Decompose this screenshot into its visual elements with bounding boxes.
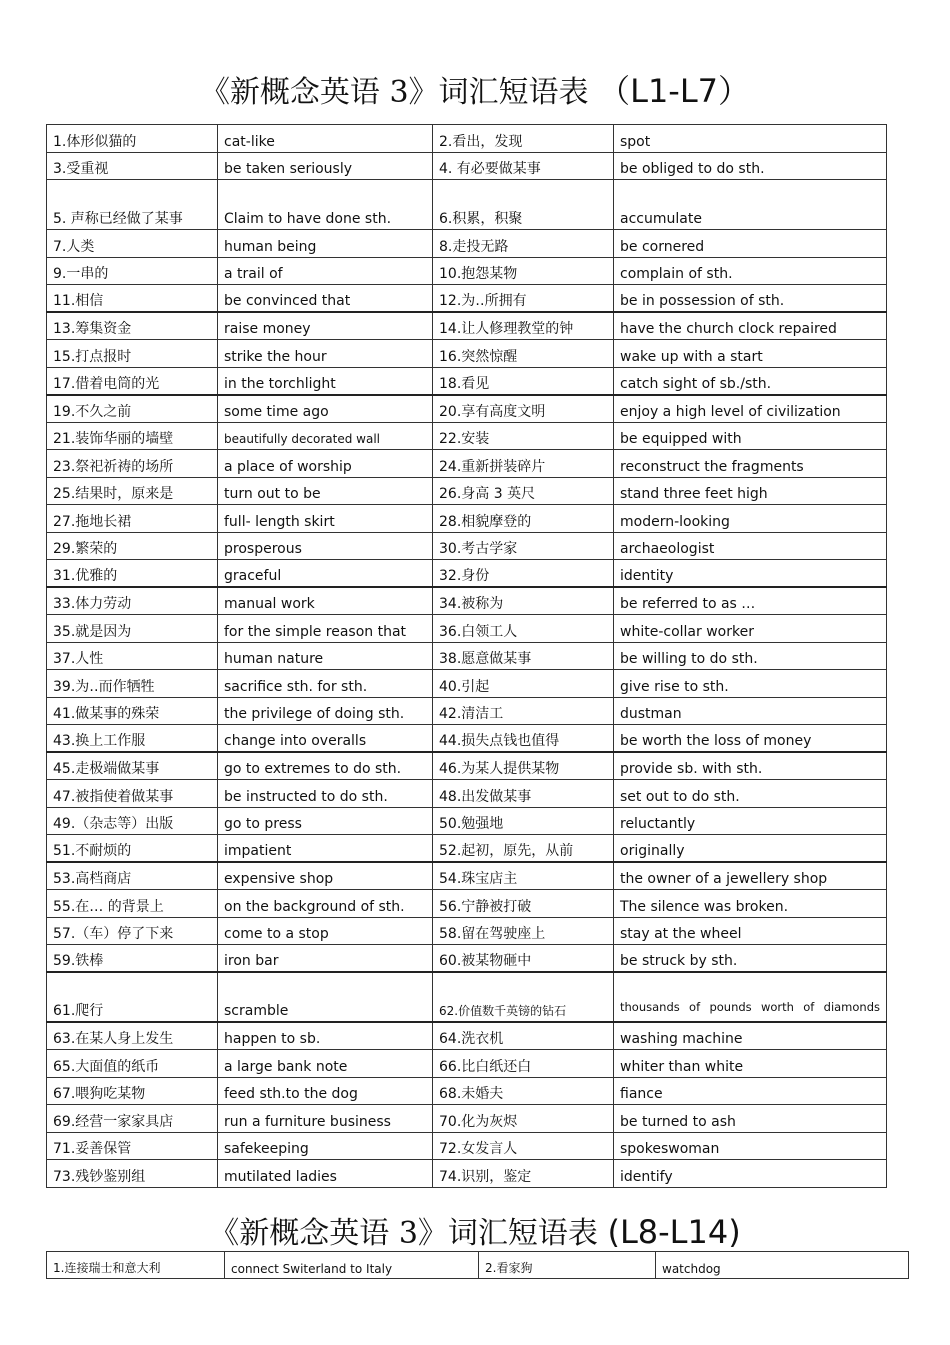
chinese-term-cell: 20.享有高度文明 bbox=[433, 395, 614, 423]
chinese-term-cell: 24.重新拼装碎片 bbox=[433, 450, 614, 478]
english-phrase-cell: full- length skirt bbox=[218, 505, 433, 533]
chinese-term-cell: 44.损失点钱也值得 bbox=[433, 725, 614, 753]
english-phrase-cell: beautifully decorated wall bbox=[218, 422, 433, 450]
table-row bbox=[47, 725, 887, 753]
english-phrase-cell: be obliged to do sth. bbox=[614, 152, 887, 180]
table-row bbox=[47, 422, 887, 450]
english-phrase-cell: stay at the wheel bbox=[614, 917, 887, 945]
english-phrase-cell: some time ago bbox=[218, 395, 433, 423]
chinese-term-cell: 37.人性 bbox=[47, 642, 218, 670]
chinese-term-cell: 29.繁荣的 bbox=[47, 532, 218, 560]
chinese-term-cell: 17.借着电筒的光 bbox=[47, 367, 218, 395]
english-phrase-cell: run a furniture business bbox=[218, 1105, 433, 1133]
chinese-term-cell: 72.女发言人 bbox=[433, 1132, 614, 1160]
english-phrase-cell: whiter than white bbox=[614, 1050, 887, 1078]
chinese-term-cell: 66.比白纸还白 bbox=[433, 1050, 614, 1078]
english-phrase-cell: safekeeping bbox=[218, 1132, 433, 1160]
chinese-term-cell: 15.打点报时 bbox=[47, 340, 218, 368]
english-phrase-cell: identify bbox=[614, 1160, 887, 1188]
chinese-term-cell: 9.一串的 bbox=[47, 257, 218, 285]
chinese-term-cell: 67.喂狗吃某物 bbox=[47, 1077, 218, 1105]
chinese-term-cell: 63.在某人身上发生 bbox=[47, 1022, 218, 1050]
english-phrase-cell: cat-like bbox=[218, 125, 433, 153]
chinese-term-cell: 59.铁棒 bbox=[47, 945, 218, 973]
chinese-term-cell: 8.走投无路 bbox=[433, 230, 614, 258]
chinese-term-cell: 49.（杂志等）出版 bbox=[47, 807, 218, 835]
english-phrase-cell: dustman bbox=[614, 697, 887, 725]
chinese-term-cell: 47.被指使着做某事 bbox=[47, 780, 218, 808]
chinese-term-cell: 14.让人修理教堂的钟 bbox=[433, 312, 614, 340]
chinese-term-cell: 74.识别，鉴定 bbox=[433, 1160, 614, 1188]
english-phrase-cell: scramble bbox=[218, 972, 433, 1022]
table-row bbox=[47, 1050, 887, 1078]
chinese-term-cell: 42.清洁工 bbox=[433, 697, 614, 725]
english-phrase-cell: on the background of sth. bbox=[218, 890, 433, 918]
english-phrase-cell: Claim to have done sth. bbox=[218, 180, 433, 230]
chinese-term-cell: 3.受重视 bbox=[47, 152, 218, 180]
table-row bbox=[47, 180, 887, 230]
english-phrase-cell: manual work bbox=[218, 587, 433, 615]
table-row bbox=[47, 1160, 887, 1188]
vocab-table-l8-l14 bbox=[46, 1251, 909, 1279]
table-row bbox=[47, 587, 887, 615]
table-row bbox=[47, 1132, 887, 1160]
english-phrase-cell: expensive shop bbox=[218, 862, 433, 890]
table-row bbox=[47, 152, 887, 180]
table-row bbox=[47, 505, 887, 533]
chinese-term-cell: 36.白领工人 bbox=[433, 615, 614, 643]
chinese-term-cell: 39.为‥而作牺牲 bbox=[47, 670, 218, 698]
chinese-term-cell: 5. 声称已经做了某事 bbox=[47, 180, 218, 230]
chinese-term-cell: 35.就是因为 bbox=[47, 615, 218, 643]
chinese-term-cell: 16.突然惊醒 bbox=[433, 340, 614, 368]
table-row bbox=[47, 945, 887, 973]
chinese-term-cell: 13.筹集资金 bbox=[47, 312, 218, 340]
chinese-term-cell: 56.宁静被打破 bbox=[433, 890, 614, 918]
english-phrase-cell: happen to sb. bbox=[218, 1022, 433, 1050]
table-row bbox=[47, 807, 887, 835]
table-row bbox=[47, 477, 887, 505]
english-phrase-cell: catch sight of sb./sth. bbox=[614, 367, 887, 395]
table-row bbox=[47, 395, 887, 423]
english-phrase-cell: change into overalls bbox=[218, 725, 433, 753]
table-row bbox=[47, 890, 887, 918]
english-phrase-cell: connect Switerland to Italy bbox=[225, 1252, 479, 1279]
table-row bbox=[47, 1022, 887, 1050]
english-phrase-cell: prosperous bbox=[218, 532, 433, 560]
chinese-term-cell: 45.走极端做某事 bbox=[47, 752, 218, 780]
chinese-term-cell: 65.大面值的纸币 bbox=[47, 1050, 218, 1078]
english-phrase-cell: watchdog bbox=[656, 1252, 909, 1279]
chinese-term-cell: 51.不耐烦的 bbox=[47, 835, 218, 863]
english-phrase-cell: give rise to sth. bbox=[614, 670, 887, 698]
english-phrase-cell: stand three feet high bbox=[614, 477, 887, 505]
english-phrase-cell: be willing to do sth. bbox=[614, 642, 887, 670]
chinese-term-cell: 10.抱怨某物 bbox=[433, 257, 614, 285]
english-phrase-cell: the owner of a jewellery shop bbox=[614, 862, 887, 890]
english-phrase-cell: come to a stop bbox=[218, 917, 433, 945]
english-phrase-cell: be equipped with bbox=[614, 422, 887, 450]
table-row bbox=[47, 1105, 887, 1133]
table-row bbox=[47, 230, 887, 258]
english-phrase-cell: enjoy a high level of civilization bbox=[614, 395, 887, 423]
english-phrase-cell: be convinced that bbox=[218, 285, 433, 313]
english-phrase-cell: mutilated ladies bbox=[218, 1160, 433, 1188]
english-phrase-cell: identity bbox=[614, 560, 887, 588]
chinese-term-cell: 11.相信 bbox=[47, 285, 218, 313]
chinese-term-cell: 34.被称为 bbox=[433, 587, 614, 615]
table-row bbox=[47, 285, 887, 313]
table-row bbox=[47, 340, 887, 368]
table-row bbox=[47, 532, 887, 560]
english-phrase-cell: complain of sth. bbox=[614, 257, 887, 285]
english-phrase-cell: thousands of pounds worth of diamonds bbox=[614, 972, 887, 1022]
chinese-term-cell: 40.引起 bbox=[433, 670, 614, 698]
english-phrase-cell: raise money bbox=[218, 312, 433, 340]
table-row bbox=[47, 367, 887, 395]
title-text: 《新概念英语 3》词汇短语表 bbox=[199, 75, 589, 110]
english-phrase-cell: iron bar bbox=[218, 945, 433, 973]
chinese-term-cell: 7.人类 bbox=[47, 230, 218, 258]
english-phrase-cell: modern-looking bbox=[614, 505, 887, 533]
title-range: (L8-L14) bbox=[607, 1213, 741, 1251]
chinese-term-cell: 1.连接瑞士和意大利 bbox=[47, 1252, 225, 1279]
chinese-term-cell: 19.不久之前 bbox=[47, 395, 218, 423]
table-row bbox=[47, 560, 887, 588]
chinese-term-cell: 28.相貌摩登的 bbox=[433, 505, 614, 533]
chinese-term-cell: 22.安装 bbox=[433, 422, 614, 450]
chinese-term-cell: 4. 有必要做某事 bbox=[433, 152, 614, 180]
english-phrase-cell: impatient bbox=[218, 835, 433, 863]
english-phrase-cell: fiance bbox=[614, 1077, 887, 1105]
english-phrase-cell: feed sth.to the dog bbox=[218, 1077, 433, 1105]
english-phrase-cell: be in possession of sth. bbox=[614, 285, 887, 313]
chinese-term-cell: 46.为某人提供某物 bbox=[433, 752, 614, 780]
chinese-term-cell: 31.优雅的 bbox=[47, 560, 218, 588]
english-phrase-cell: have the church clock repaired bbox=[614, 312, 887, 340]
english-phrase-cell: a large bank note bbox=[218, 1050, 433, 1078]
english-phrase-cell: The silence was broken. bbox=[614, 890, 887, 918]
chinese-term-cell: 50.勉强地 bbox=[433, 807, 614, 835]
table-row bbox=[47, 862, 887, 890]
chinese-term-cell: 21.装饰华丽的墙壁 bbox=[47, 422, 218, 450]
chinese-term-cell: 41.做某事的殊荣 bbox=[47, 697, 218, 725]
table-row bbox=[47, 1252, 909, 1279]
english-phrase-cell: reconstruct the fragments bbox=[614, 450, 887, 478]
chinese-term-cell: 53.高档商店 bbox=[47, 862, 218, 890]
english-phrase-cell: set out to do sth. bbox=[614, 780, 887, 808]
table-row bbox=[47, 752, 887, 780]
english-phrase-cell: reluctantly bbox=[614, 807, 887, 835]
chinese-term-cell: 43.换上工作服 bbox=[47, 725, 218, 753]
chinese-term-cell: 55.在… 的背景上 bbox=[47, 890, 218, 918]
chinese-term-cell: 58.留在驾驶座上 bbox=[433, 917, 614, 945]
english-phrase-cell: in the torchlight bbox=[218, 367, 433, 395]
chinese-term-cell: 27.拖地长裙 bbox=[47, 505, 218, 533]
table-row bbox=[47, 642, 887, 670]
chinese-term-cell: 71.妥善保管 bbox=[47, 1132, 218, 1160]
chinese-term-cell: 48.出发做某事 bbox=[433, 780, 614, 808]
english-phrase-cell: washing machine bbox=[614, 1022, 887, 1050]
table-row bbox=[47, 312, 887, 340]
chinese-term-cell: 23.祭祀祈祷的场所 bbox=[47, 450, 218, 478]
chinese-term-cell: 69.经营一家家具店 bbox=[47, 1105, 218, 1133]
chinese-term-cell: 64.洗衣机 bbox=[433, 1022, 614, 1050]
english-phrase-cell: graceful bbox=[218, 560, 433, 588]
page-title-l8-l14 bbox=[0, 1208, 950, 1252]
english-phrase-cell: spokeswoman bbox=[614, 1132, 887, 1160]
chinese-term-cell: 68.未婚夫 bbox=[433, 1077, 614, 1105]
table-row bbox=[47, 780, 887, 808]
english-phrase-cell: human nature bbox=[218, 642, 433, 670]
english-phrase-cell: originally bbox=[614, 835, 887, 863]
english-phrase-cell: be worth the loss of money bbox=[614, 725, 887, 753]
chinese-term-cell: 32.身份 bbox=[433, 560, 614, 588]
english-phrase-cell: archaeologist bbox=[614, 532, 887, 560]
chinese-term-cell: 2.看家狗 bbox=[479, 1252, 656, 1279]
english-phrase-cell: be taken seriously bbox=[218, 152, 433, 180]
chinese-term-cell: 18.看见 bbox=[433, 367, 614, 395]
table-row bbox=[47, 917, 887, 945]
english-phrase-cell: a place of worship bbox=[218, 450, 433, 478]
chinese-term-cell: 38.愿意做某事 bbox=[433, 642, 614, 670]
table-row bbox=[47, 697, 887, 725]
english-phrase-cell: white-collar worker bbox=[614, 615, 887, 643]
chinese-term-cell: 1.体形似猫的 bbox=[47, 125, 218, 153]
english-phrase-cell: sacrifice sth. for sth. bbox=[218, 670, 433, 698]
english-phrase-cell: a trail of bbox=[218, 257, 433, 285]
table-row bbox=[47, 670, 887, 698]
page-title-l1-l7 bbox=[0, 66, 950, 112]
chinese-term-cell: 60.被某物砸中 bbox=[433, 945, 614, 973]
chinese-term-cell: 26.身高 3 英尺 bbox=[433, 477, 614, 505]
table-row bbox=[47, 835, 887, 863]
english-phrase-cell: provide sb. with sth. bbox=[614, 752, 887, 780]
english-phrase-cell: spot bbox=[614, 125, 887, 153]
chinese-term-cell: 52.起初，原先，从前 bbox=[433, 835, 614, 863]
table-row bbox=[47, 1077, 887, 1105]
table-row bbox=[47, 257, 887, 285]
english-phrase-cell: be cornered bbox=[614, 230, 887, 258]
english-phrase-cell: be struck by sth. bbox=[614, 945, 887, 973]
chinese-term-cell: 70.化为灰烬 bbox=[433, 1105, 614, 1133]
chinese-term-cell: 54.珠宝店主 bbox=[433, 862, 614, 890]
title-text: 《新概念英语 3》词汇短语表 bbox=[209, 1216, 598, 1251]
title-range: （L1-L7） bbox=[598, 72, 751, 110]
english-phrase-cell: accumulate bbox=[614, 180, 887, 230]
chinese-term-cell: 73.残钞鉴别组 bbox=[47, 1160, 218, 1188]
chinese-term-cell: 30.考古学家 bbox=[433, 532, 614, 560]
english-phrase-cell: human being bbox=[218, 230, 433, 258]
english-phrase-cell: go to extremes to do sth. bbox=[218, 752, 433, 780]
table-row bbox=[47, 972, 887, 1022]
english-phrase-cell: be turned to ash bbox=[614, 1105, 887, 1133]
chinese-term-cell: 57.（车）停了下来 bbox=[47, 917, 218, 945]
table-row bbox=[47, 615, 887, 643]
english-phrase-cell: turn out to be bbox=[218, 477, 433, 505]
chinese-term-cell: 12.为‥所拥有 bbox=[433, 285, 614, 313]
chinese-term-cell: 33.体力劳动 bbox=[47, 587, 218, 615]
english-phrase-cell: the privilege of doing sth. bbox=[218, 697, 433, 725]
english-phrase-cell: wake up with a start bbox=[614, 340, 887, 368]
english-phrase-cell: for the simple reason that bbox=[218, 615, 433, 643]
chinese-term-cell: 62.价值数千英镑的钻石 bbox=[433, 972, 614, 1022]
chinese-term-cell: 61.爬行 bbox=[47, 972, 218, 1022]
chinese-term-cell: 2.看出，发现 bbox=[433, 125, 614, 153]
table-row bbox=[47, 450, 887, 478]
english-phrase-cell: be instructed to do sth. bbox=[218, 780, 433, 808]
vocab-table-l1-l7 bbox=[46, 124, 887, 1188]
chinese-term-cell: 25.结果时，原来是 bbox=[47, 477, 218, 505]
chinese-term-cell: 6.积累，积聚 bbox=[433, 180, 614, 230]
english-phrase-cell: strike the hour bbox=[218, 340, 433, 368]
english-phrase-cell: be referred to as … bbox=[614, 587, 887, 615]
table-row bbox=[47, 125, 887, 153]
english-phrase-cell: go to press bbox=[218, 807, 433, 835]
